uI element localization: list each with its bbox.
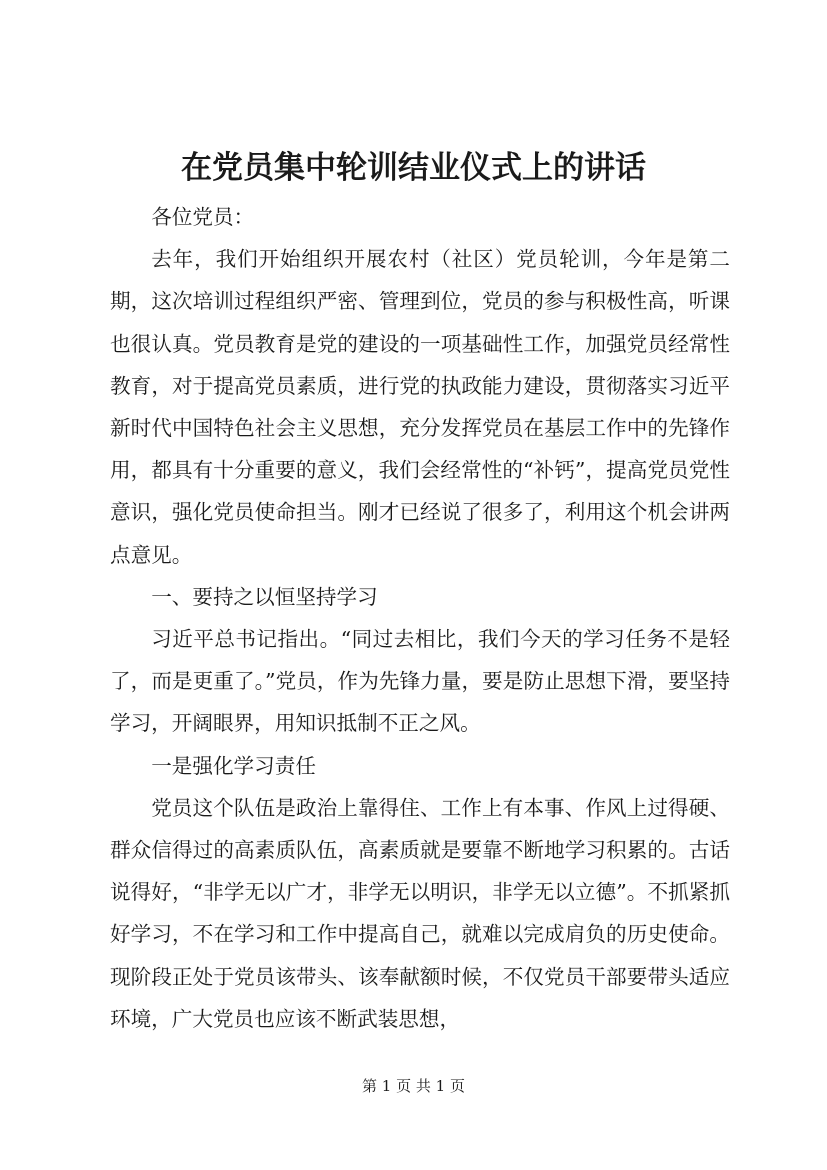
subheading-1: 一是强化学习责任 bbox=[151, 753, 316, 778]
intro-paragraph: 去年，我们开始组织开展农村（社区）党员轮训，今年是第二期，这次培训过程组织严密、管理到位，党员的参与积极性高，听课也很认真。党员教育是党的建设的一项基础性工作，加强党员经常性教育，对于提高党员素质，进行党的执政能力建设，贯彻落实习近平新时代中国特色社会主义思想，充分发挥党员在基层工作中的先锋作用，都具有十分重要的意义，我们会经常性的“补钙”，提高党员党性意识，强化党员使命担当。刚才已经说了很多了，利用这个机会讲两点意见。 bbox=[110, 247, 730, 567]
salutation-paragraph: 各位党员： bbox=[151, 205, 255, 229]
section-heading-1: 一、要持之以恒坚持学习 bbox=[151, 584, 378, 609]
quote-paragraph: 习近平总书记指出。“同过去相比，我们今天的学习任务不是轻了，而是更重了。”党员，作为先锋力量，要是防止思想下滑，要坚持学习，开阔眼界，用知识抵制不正之风。 bbox=[110, 627, 730, 736]
page-title: 在党员集中轮训结业仪式上的讲话 bbox=[181, 150, 646, 186]
document-body bbox=[110, 196, 730, 1040]
body-paragraph: 党员这个队伍是政治上靠得住、工作上有本事、作风上过得硬、群众信得过的高素质队伍，高素质就是要靠不断地学习积累的。古话说得好，“非学无以广才，非学无以明识，非学无以立德”。不抓紧抓好学习，不在学习和工作中提高自己，就难以完成肩负的历史使命。现阶段正处于党员该带头、该奉献额时候，不仅党员干部要带头适应环境，广大党员也应该不断武装思想， bbox=[110, 795, 730, 1031]
page-footer: 第 1 页 共 1 页 bbox=[362, 1077, 465, 1095]
